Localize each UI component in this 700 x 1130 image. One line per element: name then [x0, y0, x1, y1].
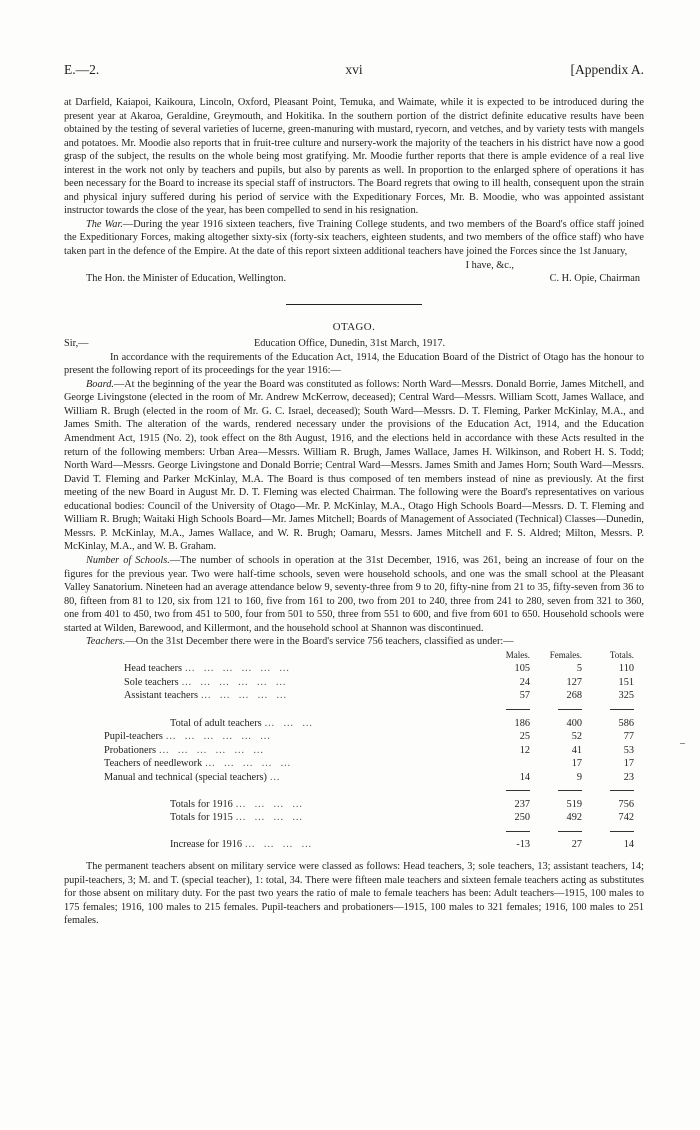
war-text: —During the year 1916 sixteen teachers, five Training College students, and two members of the Board's office staff joined the Expeditionary Forces, making altogether sixty-six (forty-six teachers, eighteen students, and two members of the office staff) who have taken part in the defence of the Empire. At the date of this report sixteen additional teachers have joined the Forces since the 1st January, [64, 218, 644, 258]
board-text: —At the beginning of the year the Board was constituted as follows: North Ward—Messrs. Donald Borrie, James Mitchell, and George Livingstone (elected in the room of Mr. Andrew McKerrow, deceased); Central Ward—Messrs. William Scott, James Wallace, and William R. Brugh (elected in the room of Mr. G. C. Israel, deceased); South Ward—Messrs. D. T. Fleming, Parker McKinlay, M.A., and James Smith. The alteration of the wards, rendered necessary under the provisions of the Education Act, 1914, and the Education Amendment Act, 1915 (No. 2), took effect on the 8th August, 1916, and the elections held in accordance with these Acts resulted in the return of the following members: Urban Area—Messrs. William R. Brugh, James Wallace, James H. Wilkinson, and Robert H. S. Todd; North Ward—Messrs. George Livingstone and Donald Borrie; Central Ward—Messrs. James Smith and James Horn; South Ward—Messrs. David T. Fleming and Parker McKinlay, M.A. The Board is thus composed of ten members instead of nine as previously. At the first meeting of the new Board in August Mr. D. T. Fleming was elected Chairman. The following were the Board's representatives on various educational bodies: Council of the University of Otago—Mr. P. McKinlay, M.A., Otago High Schools Board—Messrs. D. T. Fleming and William R. Brugh; Waitaki High Schools Board—Mr. James Mitchell; Boards of Management of Associated (Technical) Classes—Dunedin, Messrs. P. McKinlay, M.A., James Wallace, and W. R. Brugh; Oamaru, Messrs. James Mitchell and F. S. Aldred; Milton, Messrs. P. McKinlay, M.A., and W. B. Graham. [64, 378, 644, 553]
cell-totals: 17 [623, 758, 634, 770]
teachers-text: —On the 31st December there were in the Board's service 756 teachers, classified as under:— [125, 636, 514, 648]
running-header [64, 62, 644, 80]
teachers-table [104, 649, 634, 852]
cell-females: 492 [566, 812, 582, 824]
intro-paragraph: In accordance with the requirements of the Education Act, 1914, the Education Board of the District of Otago has the honour to present the following report of its proceedings for the year 1916:— [64, 351, 644, 377]
cell-males: 186 [514, 717, 530, 729]
cell-females: 27 [571, 839, 582, 851]
row-label: Manual and technical (special teachers) [104, 771, 267, 783]
row-label: Assistant teachers [124, 690, 199, 702]
schools-title: Number of Schools. [86, 554, 170, 566]
teachers-title: Teachers. [86, 636, 126, 648]
closing-have: I have, &c., [465, 259, 514, 271]
col-totals: Totals. [609, 649, 634, 660]
cell-females: 17 [571, 758, 582, 770]
cell-totals: 586 [618, 717, 634, 729]
cell-totals: 53 [623, 744, 634, 756]
row-label: Totals for 1915 [170, 812, 233, 824]
table-row: Sole teachers … … … … … … 24 127 151 [124, 676, 634, 688]
continued-paragraph: at Darfield, Kaiapoi, Kaikoura, Lincoln, Oxford, Pleasant Point, Temuka, and Waimate, while it is expected to be introduced during the present year at Akaroa, Geraldine, Greymouth, and Hokitika. In the southern portion of the district definite educative results have been obtained by the testing of several varieties of lucerne, green-manuring with mustard, ryecorn, and vetches, and by variety tests with mangels and potatoes. Mr. Moodie also reports that in fruit-tree culture and nursery-work the majority of the teachers in his district have now a good grasp of the subject, the results on the whole being most gratifying. Mr. Moodie further reports that there is ample evidence of a real live interest in the work not only by teachers and pupils, but also by parents as well. In proportion to the enlarged sphere of operations it has been necessary for the Board to increase its special staff of instructors. The Board regrets that owing to ill health, consequent upon the strain and physical injury suffered during his period of service with the Expeditionary Forces, Mr. B. Moodie, who was appointed assistant instructor towards the close of the year, has been compelled to send in his resignation. [64, 97, 644, 217]
cell-totals: 325 [618, 690, 634, 702]
row-label: Sole teachers [124, 676, 179, 688]
cell-females: 268 [566, 690, 582, 702]
cell-females: 127 [566, 676, 582, 688]
cell-females: 9 [576, 771, 582, 783]
subtotal-row: Total of adult teachers … … … 186 400 586 [170, 717, 634, 729]
cell-females: 400 [566, 717, 582, 729]
margin-mark: – [680, 738, 685, 749]
cell-males: 12 [519, 744, 530, 756]
table-rule [104, 703, 634, 717]
cell-totals: 14 [623, 839, 634, 851]
table-row: Assistant teachers … … … … … 57 268 325 [124, 690, 634, 702]
totals-row: Totals for 1915 … … … … 250 492 742 [170, 812, 634, 824]
cell-totals: 23 [623, 771, 634, 783]
row-label: Increase for 1916 [170, 839, 243, 851]
board-title: Board. [86, 378, 114, 390]
cell-females: 41 [571, 744, 582, 756]
header-left: E.—2. [64, 62, 100, 77]
schools-paragraph [64, 554, 644, 635]
section-heading: OTAGO. [332, 320, 376, 333]
cell-females: 52 [571, 731, 582, 743]
table-row: Manual and technical (special teachers) … 14 9 23 [104, 771, 634, 783]
cell-totals: 742 [618, 812, 634, 824]
signatory: C. H. Opie, Chairman [549, 273, 640, 285]
cell-males [488, 757, 530, 771]
war-title: The War. [86, 218, 123, 230]
cell-females: 519 [566, 798, 582, 810]
page-number: xvi [345, 62, 363, 77]
addressee: The Hon. the Minister of Education, Wellington. [86, 273, 287, 285]
salutation-line [64, 337, 644, 351]
teachers-paragraph [64, 635, 644, 649]
table-header-row [104, 649, 634, 663]
row-label: Teachers of needlework [104, 758, 203, 770]
table-row: Probationers … … … … … … 12 41 53 [104, 744, 634, 756]
salutation: Sir,— [64, 338, 89, 350]
cell-totals: 151 [618, 676, 634, 688]
cell-males: 237 [514, 798, 530, 810]
military-service-paragraph: The permanent teachers absent on military service were classed as follows: Head teachers, 3; sole teachers, 13; assistant teachers, 14; pupil-teachers, 3; M. and T. (special teacher), 1: total, 34. There were fifteen male teachers and sixteen female teachers acting as substitutes for those absent on military duty. For the past two years the ratio of male to female teachers has been: Adult teachers—1915, 100 males to 175 females; 1916, 100 males to 215 females. Pupil-teachers and probationers—1915, 100 males to 321 females; 1916, 100 males to 251 females. [64, 860, 644, 927]
cell-males: 57 [519, 690, 530, 702]
section-divider [286, 304, 422, 305]
closing-line-1 [64, 259, 644, 273]
cell-males: 105 [514, 663, 530, 675]
cell-males: 24 [519, 676, 530, 688]
row-label: Total of adult teachers [170, 717, 262, 729]
war-paragraph [64, 218, 644, 259]
row-label: Probationers [104, 744, 157, 756]
row-label: Head teachers [124, 663, 183, 675]
cell-males: 25 [519, 731, 530, 743]
table-row: Head teachers … … … … … … 105 5 110 [124, 663, 634, 675]
cell-males: 14 [519, 771, 530, 783]
closing-line-2 [64, 272, 644, 286]
table-rule [104, 784, 634, 798]
cell-totals: 77 [623, 731, 634, 743]
cell-males: 250 [514, 812, 530, 824]
table-row: Teachers of needlework … … … … … 17 17 [104, 758, 634, 770]
col-females: Females. [549, 649, 582, 660]
board-paragraph [64, 378, 644, 554]
cell-females: 5 [576, 663, 582, 675]
row-label: Totals for 1916 [170, 798, 233, 810]
cell-males: -13 [516, 839, 530, 851]
table-row: Pupil-teachers … … … … … … 25 52 77 [104, 731, 634, 743]
totals-row: Totals for 1916 … … … … 237 519 756 [170, 798, 634, 810]
office-date: Education Office, Dunedin, 31st March, 1917. [254, 338, 446, 350]
increase-row: Increase for 1916 … … … … -13 27 14 [170, 839, 634, 851]
header-right: [Appendix A. [570, 62, 644, 77]
page-body [64, 96, 644, 928]
col-males: Males. [505, 649, 530, 660]
row-label: Pupil-teachers [104, 731, 163, 743]
cell-totals: 110 [618, 663, 634, 675]
schools-text: —The number of schools in operation at the 31st December, 1916, was 261, being an increase of four on the figures for the previous year. Two were half-time schools, seven were household schools, and one was the small school at the Pleasant Valley Sanatorium. Nineteen had an average attendance below 9, seventy-three from 9 to 20, fifty-nine from 21 to 35, fifty-seven from 36 to 80, fifteen from 81 to 120, six from 121 to 160, five from 161 to 200, two from 201 to 240, three from 241 to 280, seven from 321 to 360, one from 401 to 450, two from 451 to 500, four from 501 to 550, three from 551 to 600, and five from 601 to 650. Household schools were started at Wilden, Barewood, and Killermont, and the household school at Shannon was discontinued. [64, 554, 644, 634]
cell-totals: 756 [618, 798, 634, 810]
table-rule [104, 825, 634, 839]
